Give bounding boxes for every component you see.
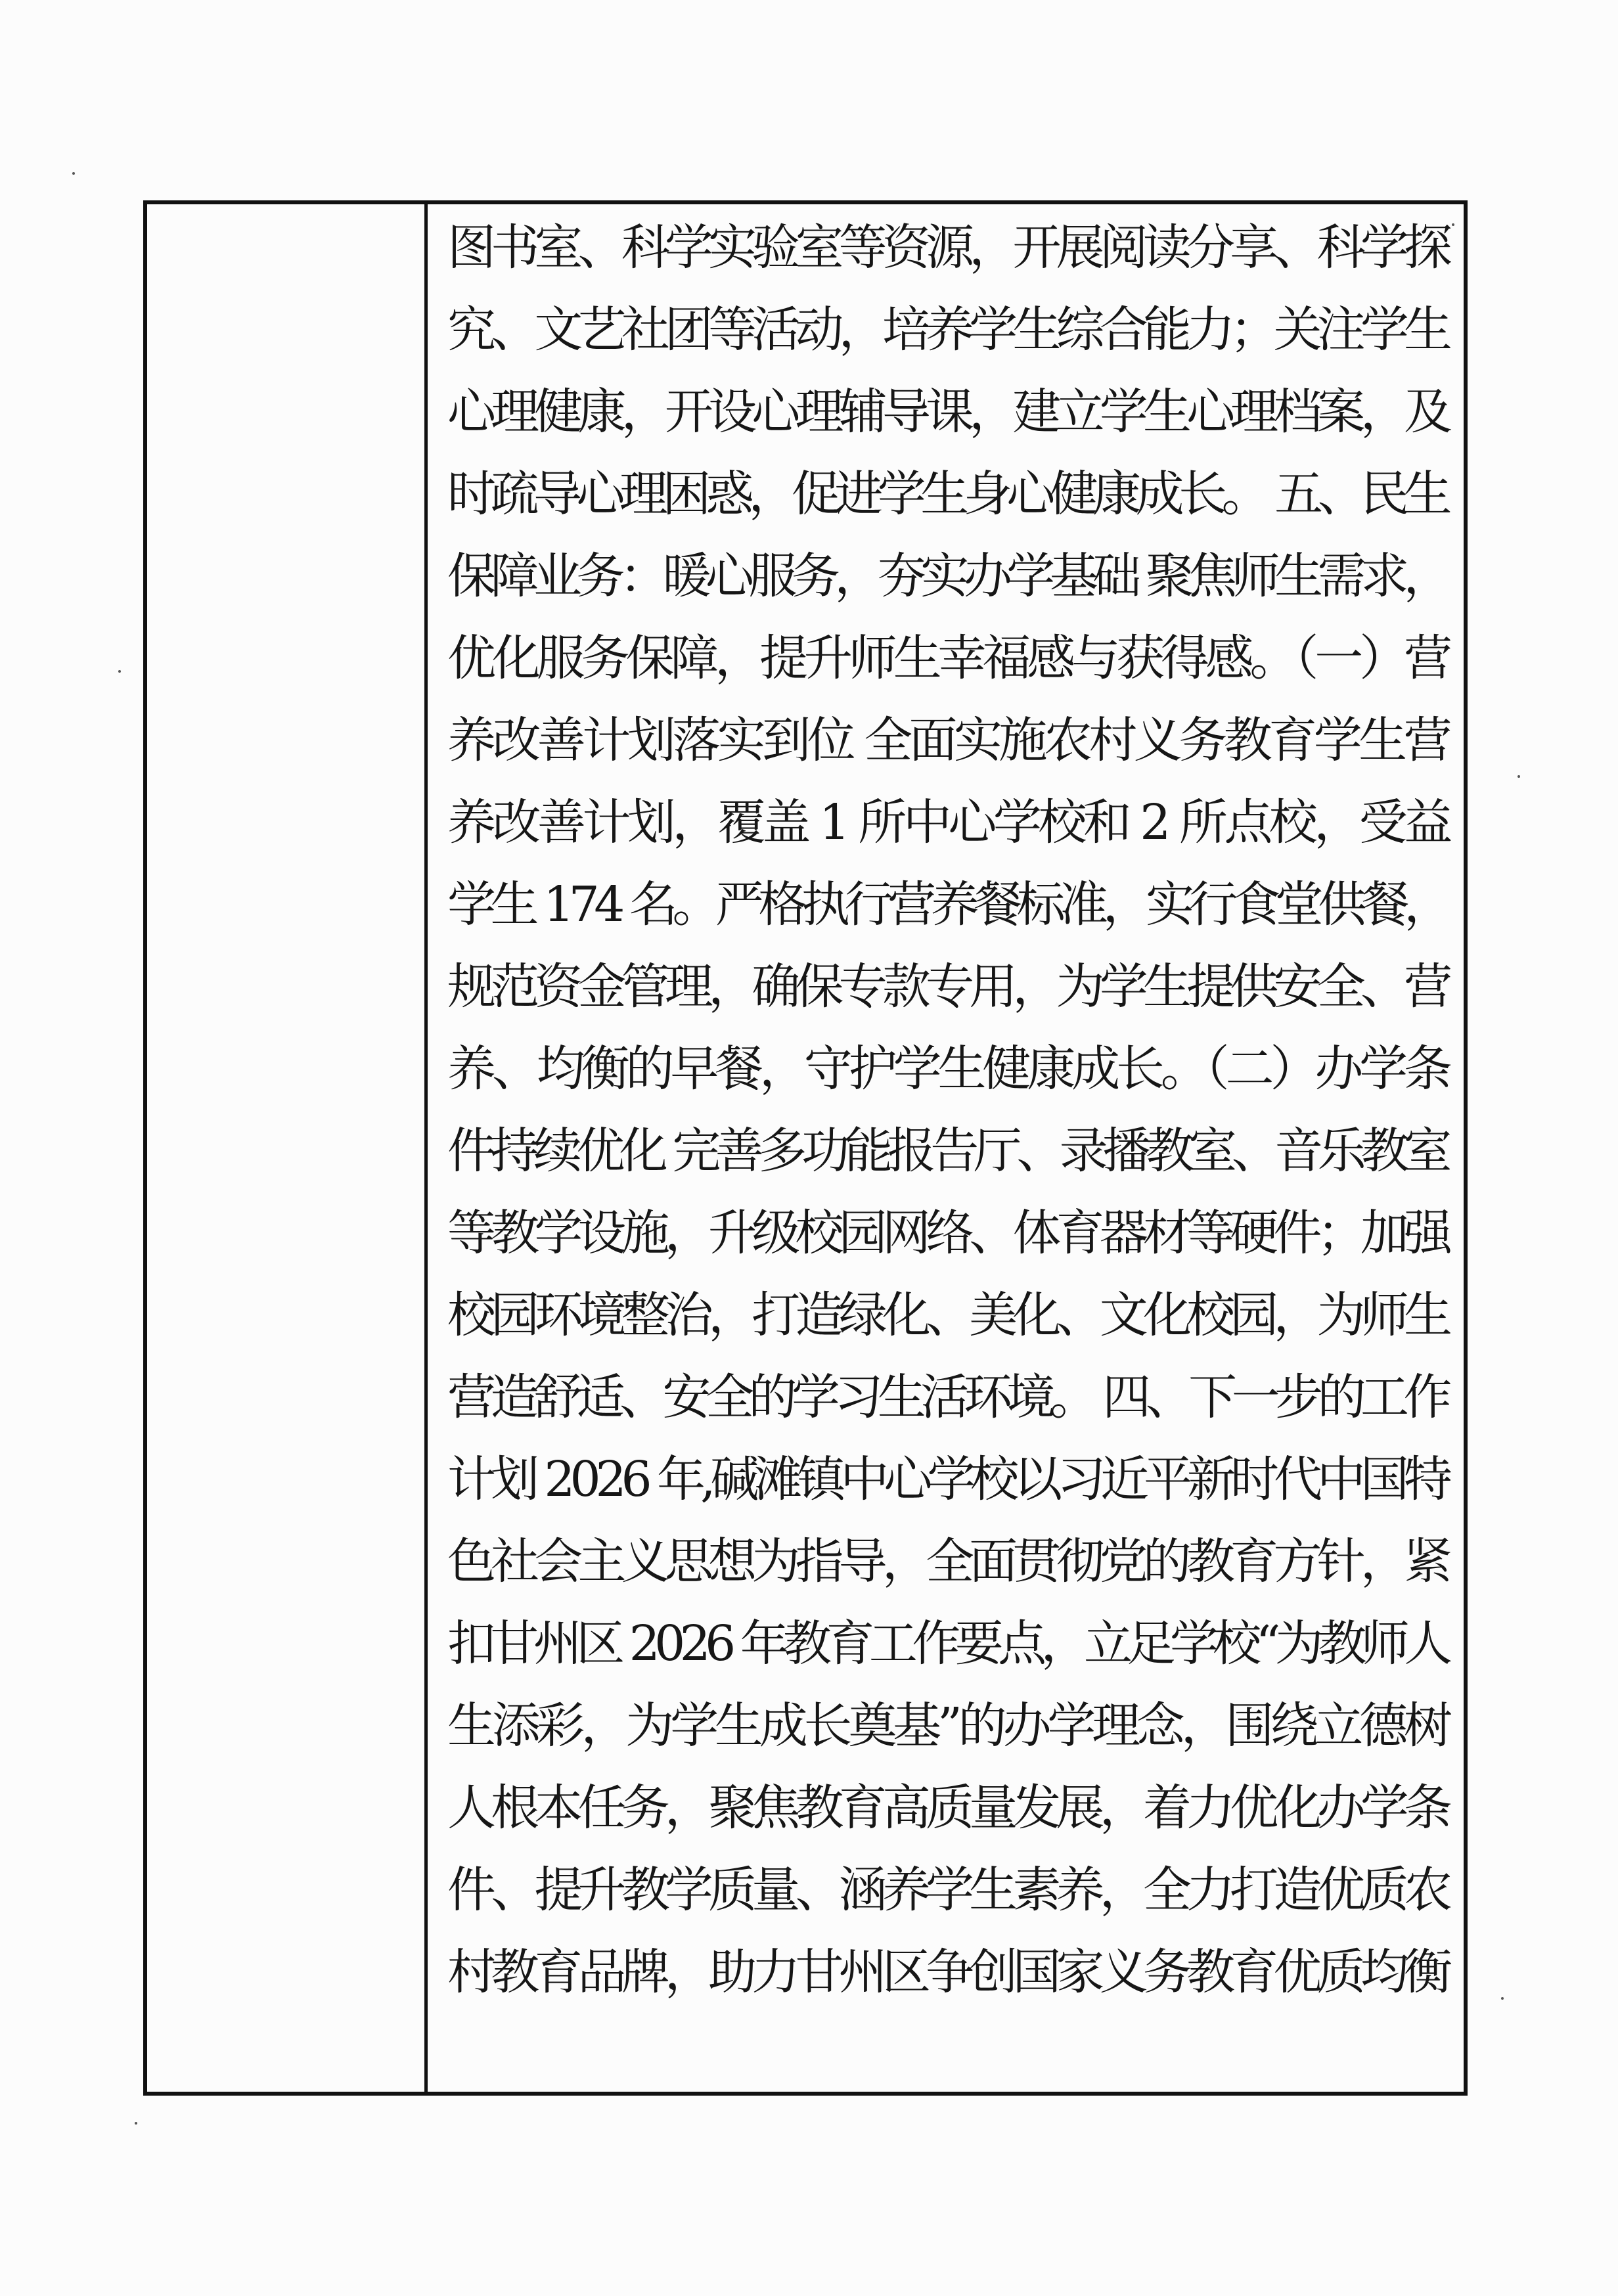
text-line: 时疏导心理困惑，促进学生身心健康成长。 五、民生: [447, 466, 1447, 522]
scan-speck: [135, 2122, 137, 2125]
scan-speck: [72, 172, 75, 175]
text-line: 心理健康，开设心理辅导课，建立学生心理档案，及: [447, 384, 1448, 440]
scan-speck: [118, 670, 121, 673]
scan-speck: [1517, 775, 1520, 778]
content-cell: [428, 204, 1464, 2092]
text-line: 规范资金管理，确保专款专用，为学生提供安全、营: [447, 958, 1448, 1015]
text-line: 色社会主义思想为指导，全面贯彻党的教育方针，紧: [447, 1533, 1448, 1590]
text-line: 营造舒适、安全的学习生活环境。 四、下一步的工作: [447, 1369, 1447, 1426]
text-line: 保障业务：暖心服务，夯实办学基础 聚焦师生需求，: [447, 548, 1447, 604]
text-line: 养改善计划落实到位 全面实施农村义务教育学生营: [447, 712, 1449, 769]
text-line: 学生 174 名。严格执行营养餐标准，实行食堂供餐，: [447, 876, 1447, 933]
text-line: 究、文艺社团等活动，培养学生综合能力；关注学生: [447, 302, 1448, 358]
text-line: 件持续优化 完善多功能报告厅、录播教室、音乐教室: [447, 1123, 1447, 1179]
text-line: 养、均衡的早餐，守护学生健康成长。（二）办学条: [447, 1041, 1449, 1097]
label-cell: [147, 204, 424, 2092]
text-line: 等教学设施，升级校园网络、体育器材等硬件；加强: [447, 1205, 1448, 1261]
text-line: 校园环境整治，打造绿化、美化、文化校园，为师生: [447, 1287, 1448, 1343]
text-line: 村教育品牌，助力甘州区争创国家义务教育优质均衡: [447, 1944, 1448, 2000]
text-line: 养改善计划，覆盖 1 所中心学校和 2 所点校，受益: [447, 794, 1449, 851]
text-line: 图书室、科学实验室等资源，开展阅读分享、科学探: [447, 219, 1448, 276]
text-line: 扣甘州区 2026 年教育工作要点，立足学校“为教师人: [447, 1615, 1447, 1672]
scan-speck: [1501, 1997, 1504, 2000]
text-line: 优化服务保障，提升师生幸福感与获得感。（一）营: [447, 630, 1449, 687]
text-line: 人根本任务，聚焦教育高质量发展，着力优化办学条: [447, 1780, 1448, 1836]
text-line: 计划 2026 年,碱滩镇中心学校以习近平新时代中国特: [447, 1451, 1447, 1508]
text-line: 生添彩，为学生成长奠基”的办学理念，围绕立德树: [447, 1698, 1449, 1754]
text-line: 件、提升教学质量、涵养学生素养，全力打造优质农: [447, 1862, 1448, 1918]
